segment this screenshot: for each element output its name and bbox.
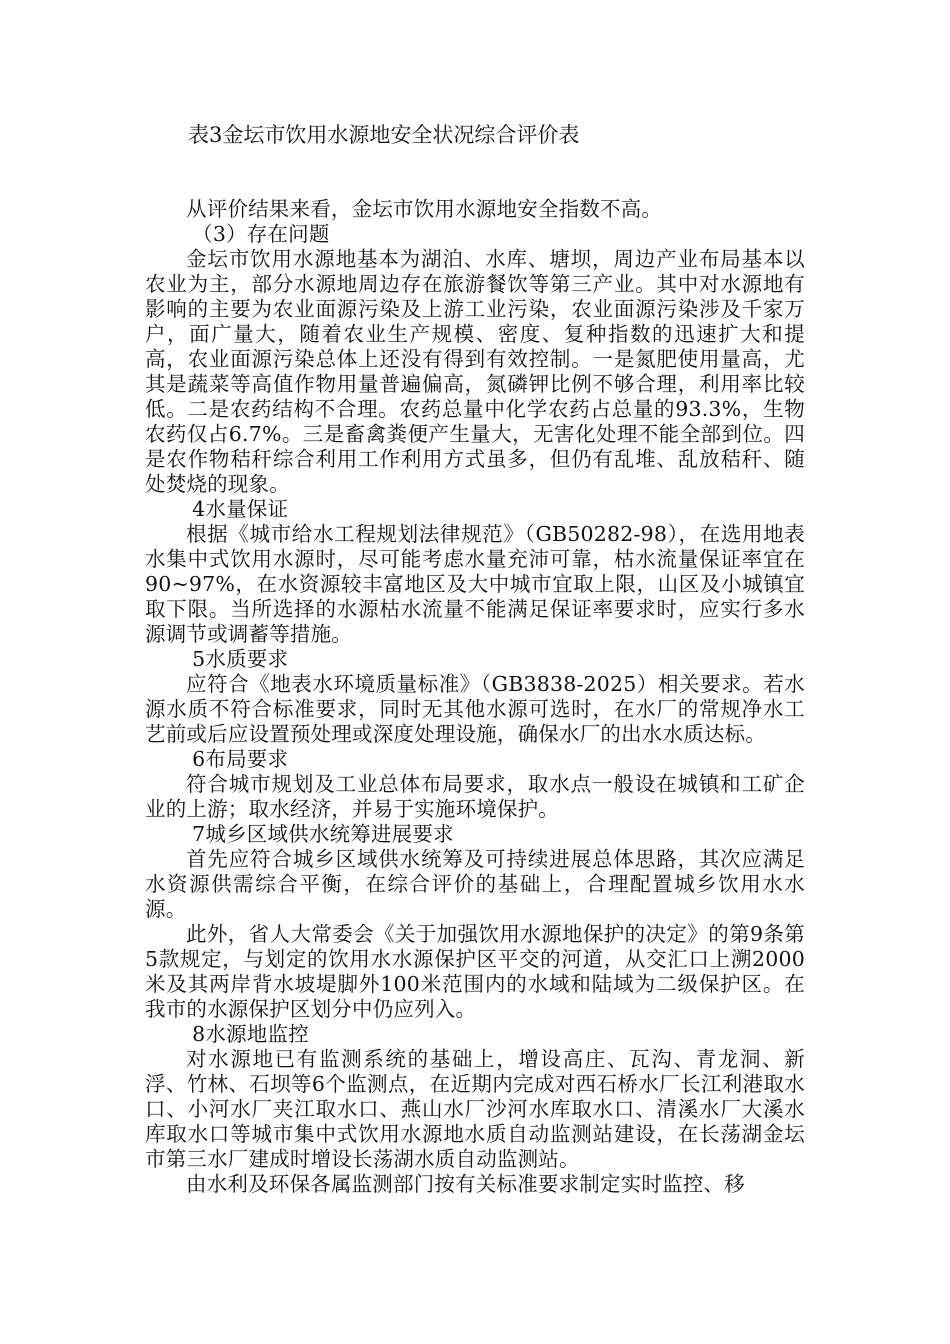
paragraph-problems: 金坛市饮用水源地基本为湖泊、水库、塘坝，周边产业布局基本以农业为主，部分水源地周边存在旅游餐饮等第三产业。其中对水源地有影响的主要为农业面源污染及上游工业污染，农业面源污染涉及千家万户，面广量大，随着农业生产规模、密度、复种指数的迅速扩大和提高，农业面源污染总体上还没有得到有效控制。一是氮肥使用量高，尤其是蔬菜等高值作物用量普遍偏高，氮磷钾比例不够合理，利用率比较低。二是农药结构不合理。农药总量中化学农药占总量的93.3%，生物农药仅占6.7%。三是畜禽粪便产生量大，无害化处理不能全部到位。四是农作物秸秆综合利用工作利用方式虽多，但仍有乱堆、乱放秸秆、随处焚烧的现象。 xyxy=(145,247,805,496)
paragraph-protection-zone: 此外，省人大常委会《关于加强饮用水源地保护的决定》的第9条第5款规定，与划定的饮用水水源保护区平交的河道，从交汇口上溯2000米及其两岸背水坡堤脚外100米范围内的水域和陆域为二级保护区。在我市的水源保护区划分中仍应列入。 xyxy=(145,922,805,1021)
heading-urban-rural-supply: 7城乡区域供水统筹进展要求 xyxy=(192,822,454,846)
heading-existing-problems: （3）存在问题 xyxy=(192,222,330,246)
paragraph-layout: 符合城市规划及工业总体布局要求，取水点一般设在城镇和工矿企业的上游；取水经济，并易于实施环境保护。 xyxy=(145,772,805,821)
paragraph-urban-rural-supply: 首先应符合城乡区域供水统筹及可持续进展总体思路，其次应满足水资源供需综合平衡，在综合评价的基础上，合理配置城乡饮用水水源。 xyxy=(145,847,805,921)
paragraph-water-quantity: 根据《城市给水工程规划法律规范》（GB50282-98），在选用地表水集中式饮用水源时，尽可能考虑水量充沛可靠，枯水流量保证率宜在90~97%，在水资源较丰富地区及大中城市宜取上限，山区及小城镇宜取下限。当所选择的水源枯水流量不能满足保证率要求时，应实行多水源调节或调蓄等措施。 xyxy=(145,522,805,646)
paragraph-monitoring-continued: 由水利及环保各属监测部门按有关标准要求制定实时监控、移 xyxy=(186,1172,745,1196)
heading-layout: 6布局要求 xyxy=(192,747,289,771)
heading-water-quality: 5水质要求 xyxy=(192,647,289,671)
paragraph-monitoring: 对水源地已有监测系统的基础上，增设高庄、瓦沟、青龙洞、新浮、竹林、石坝等6个监测点，在近期内完成对西石桥水厂长江利港取水口、小河水厂夹江取水口、燕山水厂沙河水库取水口、清溪水厂大溪水库取水口等城市集中式饮用水源地水质自动监测站建设，在长荡湖金坛市第三水厂建成时增设长荡湖水质自动监测站。 xyxy=(145,1047,805,1171)
paragraph-water-quality: 应符合《地表水环境质量标准》（GB3838-2025）相关要求。若水源水质不符合标准要求，同时无其他水源可选时，在水厂的常规净水工艺前或后应设置预处理或深度处理设施，确保水厂的出水水质达标。 xyxy=(145,672,805,746)
paragraph-evaluation-result: 从评价结果来看，金坛市饮用水源地安全指数不高。 xyxy=(186,197,663,221)
table-caption: 表3金坛市饮用水源地安全状况综合评价表 xyxy=(188,123,580,147)
heading-monitoring: 8水源地监控 xyxy=(192,1022,309,1046)
heading-water-quantity: 4水量保证 xyxy=(192,497,289,521)
document-body xyxy=(145,197,805,1197)
